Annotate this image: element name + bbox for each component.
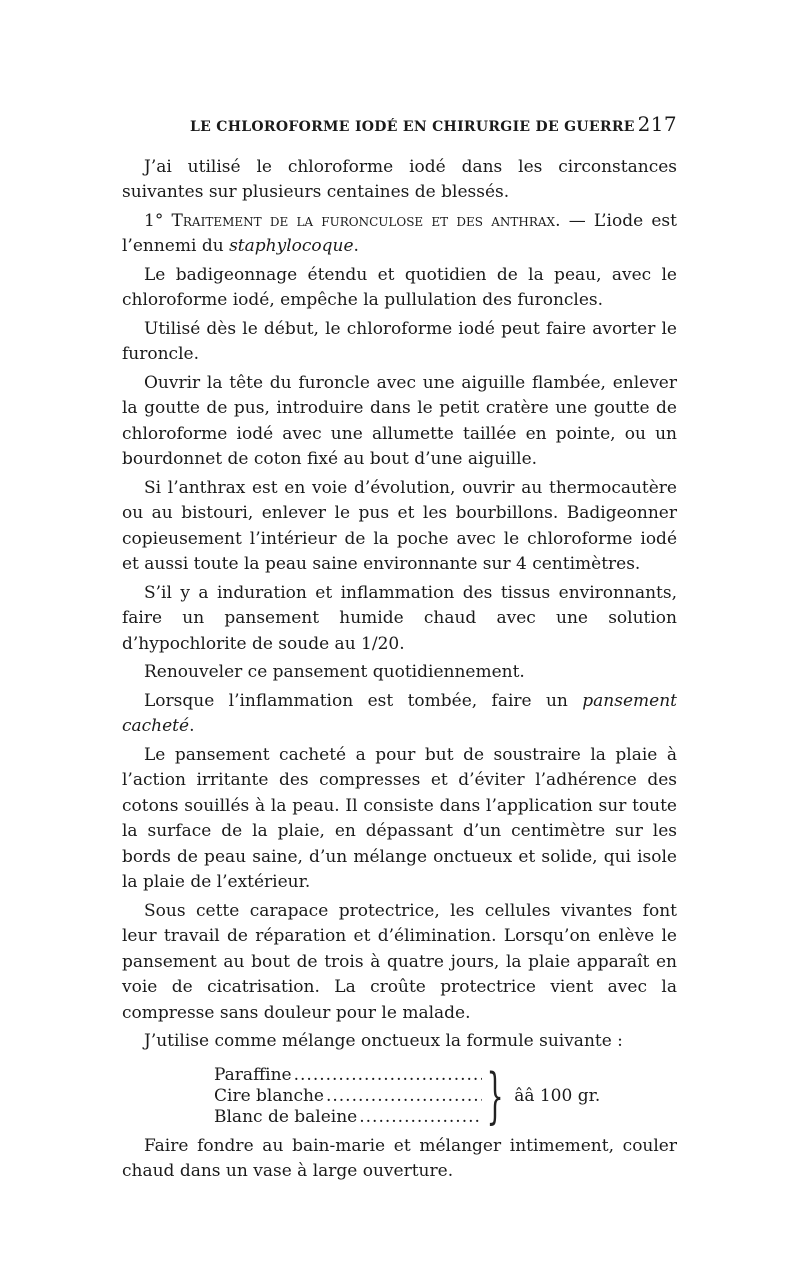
- italic-pansement-cachete: pansement cacheté: [122, 690, 677, 736]
- paragraph-ouvrir: Ouvrir la tête du furoncle avec une aiguille flambée, enlever la goutte de pus, introduire dans le petit cratère une goutte de chloroforme iodé avec une allumette taillée en pointe, ou un bourdonnet de coton fixé au bout d’une aiguille.: [122, 372, 677, 469]
- inflammation-end: .: [189, 716, 195, 736]
- ingredient-name: Cire blanche: [214, 1085, 324, 1106]
- paragraph-section-heading: [122, 209, 677, 260]
- ingredient-list: [214, 1065, 482, 1128]
- paragraph-debut: Utilisé dès le début, le chloroforme iodé peut faire avorter le furoncle.: [122, 318, 677, 364]
- formula-dose: ââ 100 gr.: [514, 1085, 601, 1106]
- paragraph-pansement-cachete: Le pansement cacheté a pour but de soustraire la plaie à l’action irritante des compresses et d’éviter l’adhérence des cotons souillés à la peau. Il consiste dans l’application sur toute la surface de la plaie, en dépassant d’un centimètre sur les bords de peau saine, d’un mélange onctueux et solide, qui isole la plaie de l’extérieur.: [122, 744, 677, 892]
- formula-block: [214, 1061, 677, 1131]
- brace-symbol: }: [486, 1061, 504, 1131]
- running-title: LE CHLOROFORME IODÉ EN CHIRURGIE DE GUERRE: [190, 119, 635, 135]
- page-number: 217: [637, 112, 677, 136]
- heading-separator: —: [560, 210, 594, 231]
- paragraph-renouveler: Renouveler ce pansement quotidiennement.: [144, 662, 525, 682]
- paragraph-carapace: Sous cette carapace protectrice, les cellules vivantes font leur travail de réparation et d’élimination. Lorsqu’on enlève le pansement au bout de trois à quatre jours, la plaie apparaît en voie de cicatrisation. La croûte protectrice vient avec la compresse sans douleur pour le malade.: [122, 900, 677, 1023]
- paragraph-intro: J’ai utilisé le chloroforme iodé dans les circonstances suivantes sur plusieurs centaines de blessés.: [122, 156, 677, 202]
- heading-end: .: [353, 236, 359, 256]
- inflammation-text: Lorsque l’inflammation est tombée, faire un: [144, 690, 583, 711]
- book-page: [122, 112, 677, 1188]
- dot-leader: [294, 1065, 482, 1086]
- italic-staphylocoque: staphylocoque: [229, 236, 354, 256]
- heading-text: L’iode est l’ennemi du: [122, 210, 677, 256]
- running-header: [190, 112, 677, 141]
- paragraph-anthrax: Si l’anthrax est en voie d’évolution, ouvrir au thermocautère ou au bistouri, enlever le pus et les bourbillons. Badigeonner copieusement l’intérieur de la poche avec le chloroforme iodé et aussi toute la peau saine environnante sur 4 centimètres.: [122, 477, 677, 574]
- ingredient-name: Blanc de baleine: [214, 1106, 358, 1127]
- paragraph-formule-intro: J’utilise comme mélange onctueux la formule suivante :: [144, 1031, 623, 1051]
- dot-leader: [359, 1107, 482, 1128]
- paragraph-inflammation: [122, 689, 677, 740]
- ingredient-item: [214, 1086, 482, 1107]
- dot-leader: [326, 1086, 482, 1107]
- ingredient-item: [214, 1107, 482, 1128]
- paragraph-badigeonnage: Le badigeonnage étendu et quotidien de la peau, avec le chloroforme iodé, empêche la pullulation des furoncles.: [122, 264, 677, 310]
- ingredient-name: Paraffine: [214, 1064, 292, 1085]
- paragraph-fondre: Faire fondre au bain-marie et mélanger intimement, couler chaud dans un vase à large ouverture.: [122, 1135, 677, 1181]
- paragraph-induration: S’il y a induration et inflammation des tissus environnants, faire un pansement humide chaud avec une solution d’hypochlorite de soude au 1/20.: [122, 582, 677, 654]
- section-heading: 1° Traitement de la furonculose et des anthrax.: [144, 210, 561, 231]
- ingredient-item: [214, 1065, 482, 1086]
